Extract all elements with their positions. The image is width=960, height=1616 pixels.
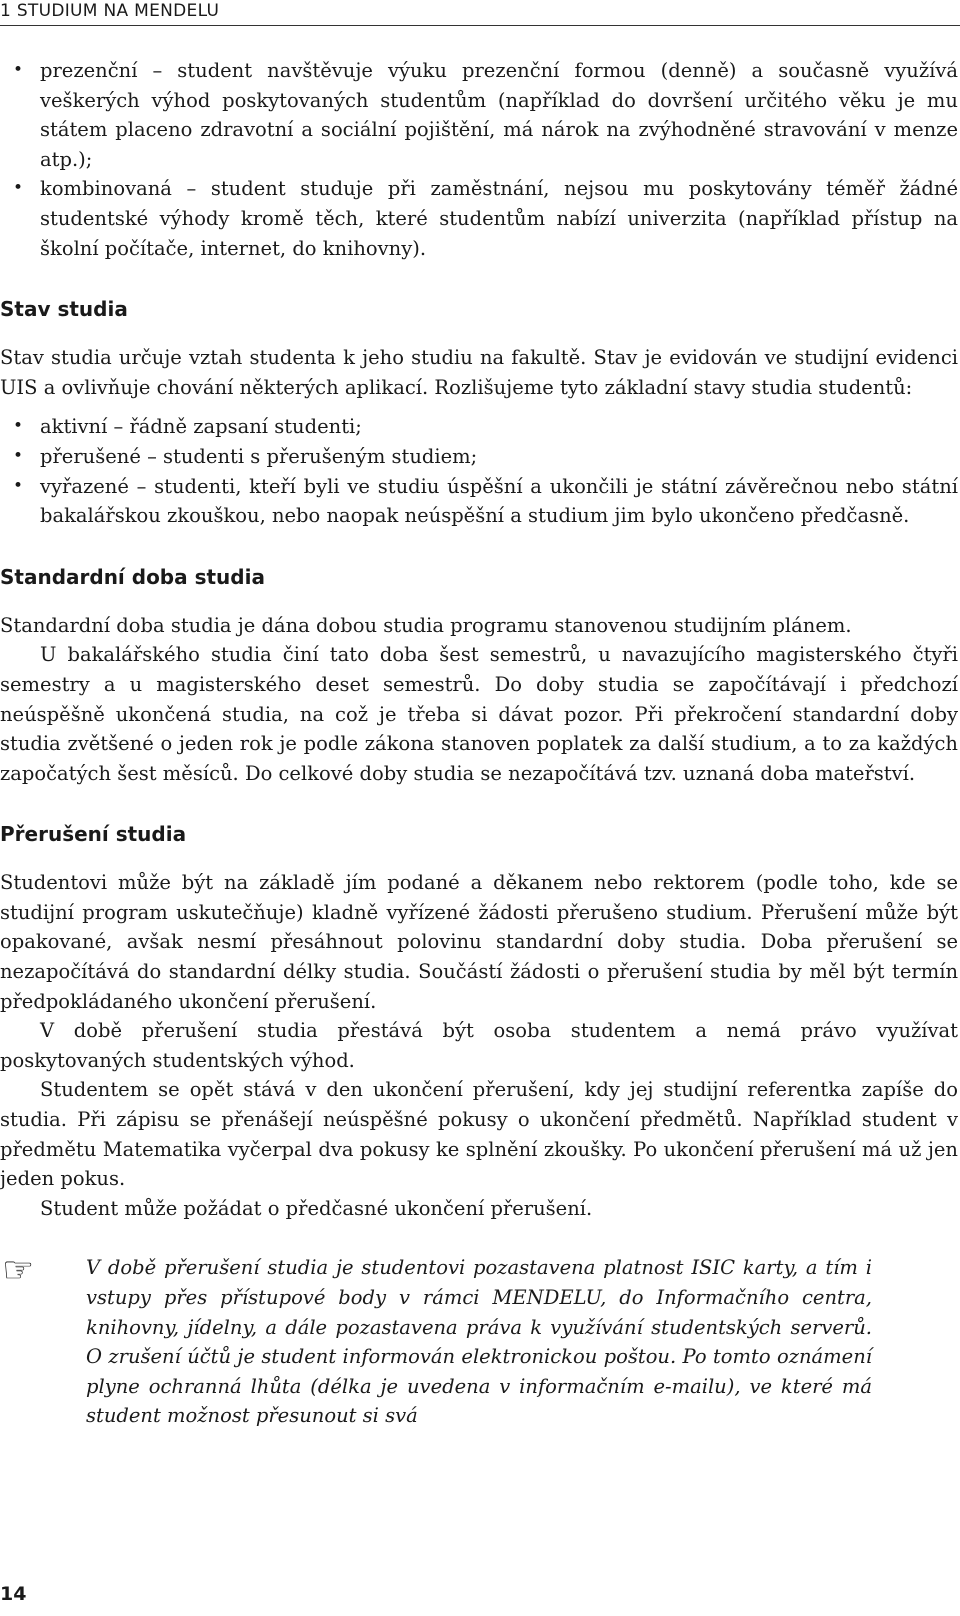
paragraph: Stav studia určuje vztah studenta k jeho studiu na fakultě. Stav je evidován ve studijní evidenci UIS a ovlivňuje chování některých aplikací. Rozlišujeme tyto základní stavy studia studentů: — [0, 346, 958, 399]
bullet-icon: • — [13, 445, 24, 466]
paragraph: U bakalářského studia činí tato doba šest semestrů, u navazujícího magisterského čtyři semestry a u magisterského deset semestrů. Do doby studia se započítávají i předchozí neúspěšně ukončená studia, na což je třeba si dávat pozor. Při překročení standardní doby studia zvětšené o jeden rok je podle zákona stanoven poplatek za další studium, a to za každých započatých šest měsíců. Do celkové doby studia se nezapočítává tzv. uznaná doba mateřství. — [0, 643, 958, 785]
note-box — [0, 1250, 958, 1431]
page-number: 14 — [0, 1583, 27, 1605]
list-item-text: kombinovaná – student studuje při zaměstnání, nejsou mu poskytovány téměř žádné studentské výhody kromě těch, které studentům nabízí univerzita (například přístup na školní počítače, internet, do knihovny). — [40, 177, 958, 260]
study-forms-list — [0, 56, 958, 263]
page-content — [0, 56, 958, 1431]
bullet-icon: • — [13, 416, 24, 437]
list-item — [0, 56, 958, 174]
paragraph: Studentovi může být na základě jím podané a děkanem nebo rektorem (podle toho, kde se studijní program uskutečňuje) kladně vyřízené žádosti přerušeno studium. Přerušení může být opakované, avšak nesmí přesáhnout polovinu standardní doby studia. Doba přerušení se nezapočítává do standardní délky studia. Součástí žádosti o přerušení studia by měl být termín předpokládaného ukončení přerušení. — [0, 871, 958, 1013]
bullet-icon: • — [13, 178, 24, 199]
section-heading-standardni-doba: Standardní doba studia — [0, 564, 265, 589]
paragraph: Studentem se opět stává v den ukončení přerušení, kdy jej studijní referentka zapíše do studia. Při zápisu se přenášejí neúspěšné pokusy o ukončení předmětů. Například student v předmětu Matematika vyčerpal dva pokusy ke splnění zkoušky. Po ukončení přerušení má už jen jeden pokus. — [0, 1078, 958, 1191]
note-text: V době přerušení studia je studentovi pozastavena platnost ISIC karty, a tím i vstupy přes přístupové body v rámci MENDELU, do Informačního centra, knihovny, jídelny, a dále pozastavena práva k využívání studentských serverů. O zrušení účtů je student informován elektronickou poštou. Po tomto oznámení plyne ochranná lhůta (délka je uvedena v informačním e-mailu), ve které má student možnost přesunout si svá — [86, 1256, 872, 1428]
bullet-icon: • — [13, 60, 24, 80]
header-rule — [0, 25, 960, 26]
list-item — [0, 174, 958, 263]
study-status-list — [0, 412, 958, 530]
list-item — [0, 472, 958, 531]
section-heading-stav-studia: Stav studia — [0, 297, 128, 322]
paragraph: Student může požádat o předčasné ukončení přerušení. — [40, 1196, 593, 1220]
paragraph: Standardní doba studia je dána dobou studia programu stanovenou studijním plánem. — [0, 613, 852, 637]
list-item-text: vyřazené – studenti, kteří byli ve studiu úspěšní a ukončili je státní závěrečnou nebo státní bakalářskou zkouškou, nebo naopak neúspěšní a studium jim bylo ukončeno předčasně. — [40, 474, 958, 528]
running-header: 1 STUDIUM NA MENDELU — [0, 1, 220, 21]
list-item — [0, 442, 958, 472]
list-item-text: prezenční – student navštěvuje výuku prezenční formou (denně) a současně využívá veškerých výhod poskytovaných studentům (například do dovršení určitého věku je mu státem placeno zdravotní a sociální pojištění, má nárok na zvýhodněné stravování v menze atp.); — [40, 59, 958, 171]
list-item-text: aktivní – řádně zapsaní studenti; — [40, 415, 362, 439]
bullet-icon: • — [13, 475, 24, 496]
list-item-text: přerušené – studenti s přerušeným studiem; — [40, 444, 478, 468]
section-heading-preruseni: Přerušení studia — [0, 822, 187, 847]
list-item — [0, 412, 958, 442]
pointing-hand-icon: ☞ — [2, 1250, 35, 1292]
paragraph: V době přerušení studia přestává být osoba studentem a nemá právo využívat poskytovaných studentských výhod. — [0, 1019, 958, 1072]
